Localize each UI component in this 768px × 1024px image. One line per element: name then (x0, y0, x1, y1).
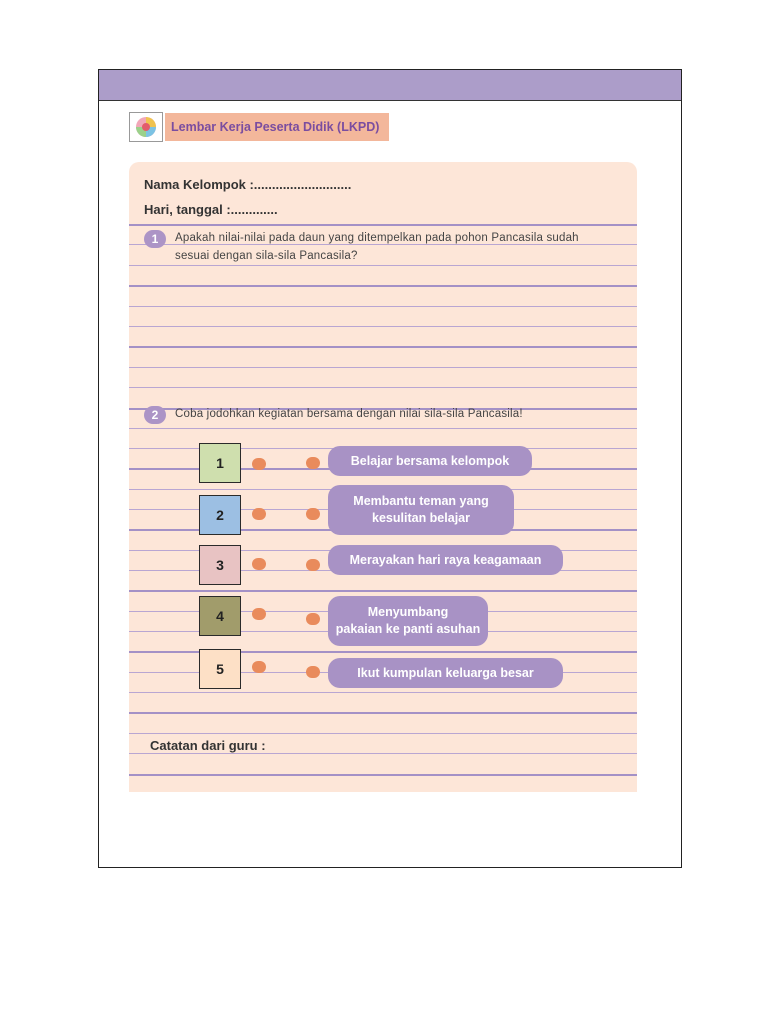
question-1-text-line2: sesuai dengan sila-sila Pancasila? (175, 250, 358, 262)
match-number-box-4: 4 (199, 596, 241, 636)
activity-pill-3 (328, 545, 563, 575)
ruled-line (129, 367, 637, 368)
group-name-field[interactable]: Nama Kelompok :........................... (144, 177, 352, 192)
question-2-text: Coba jodohkan kegiatan bersama dengan nilai sila-sila Pancasila! (175, 408, 523, 420)
connector-dot-left[interactable] (252, 661, 266, 673)
connector-dot-right[interactable] (306, 457, 320, 469)
date-field[interactable]: Hari, tanggal :............. (144, 202, 278, 217)
header-bar (99, 70, 681, 101)
ruled-line (129, 428, 637, 429)
activity-pill-1 (328, 446, 532, 476)
ruled-line (129, 224, 637, 226)
question-2-number: 2 (144, 406, 166, 424)
match-number-box-3: 3 (199, 545, 241, 585)
ruled-line (129, 346, 637, 348)
worksheet-frame (98, 69, 682, 868)
connector-dot-left[interactable] (252, 608, 266, 620)
connector-dot-right[interactable] (306, 559, 320, 571)
activity-3-text: Merayakan hari raya keagamaan (349, 552, 542, 567)
ruled-line (129, 326, 637, 327)
activity-4-text-line2: pakaian ke panti asuhan (335, 622, 481, 636)
ruled-line (129, 387, 637, 388)
ruled-line (129, 733, 637, 734)
activity-pill-2 (328, 485, 514, 535)
question-1-text-line1: Apakah nilai-nilai pada daun yang ditempelkan pada pohon Pancasila sudah (175, 232, 579, 244)
activity-2-text-line1: Membantu teman yang (353, 494, 489, 508)
colorful-wheel-icon (129, 112, 163, 142)
activity-2-text-line2: kesulitan belajar (372, 511, 470, 525)
connector-dot-right[interactable] (306, 508, 320, 520)
activity-5-text: Ikut kumpulan keluarga besar (357, 665, 534, 680)
worksheet-paper (129, 162, 637, 792)
ruled-line (129, 774, 637, 776)
title-badge (129, 112, 389, 142)
ruled-line (129, 753, 637, 754)
ruled-line (129, 692, 637, 693)
teacher-notes-label: Catatan dari guru : (150, 738, 266, 753)
ruled-line (129, 265, 637, 266)
connector-dot-right[interactable] (306, 666, 320, 678)
match-number-box-1: 1 (199, 443, 241, 483)
match-number-box-2: 2 (199, 495, 241, 535)
connector-dot-left[interactable] (252, 508, 266, 520)
ruled-line (129, 285, 637, 287)
activity-pill-5 (328, 658, 563, 688)
question-1-number: 1 (144, 230, 166, 248)
ruled-line (129, 712, 637, 714)
activity-1-text: Belajar bersama kelompok (350, 453, 510, 468)
connector-dot-right[interactable] (306, 613, 320, 625)
worksheet-title: Lembar Kerja Peserta Didik (LKPD) (165, 113, 389, 141)
match-number-box-5: 5 (199, 649, 241, 689)
ruled-line (129, 306, 637, 307)
activity-pill-4 (328, 596, 488, 646)
ruled-line (129, 590, 637, 592)
connector-dot-left[interactable] (252, 558, 266, 570)
connector-dot-left[interactable] (252, 458, 266, 470)
activity-4-text-line1: Menyumbang (367, 605, 449, 619)
